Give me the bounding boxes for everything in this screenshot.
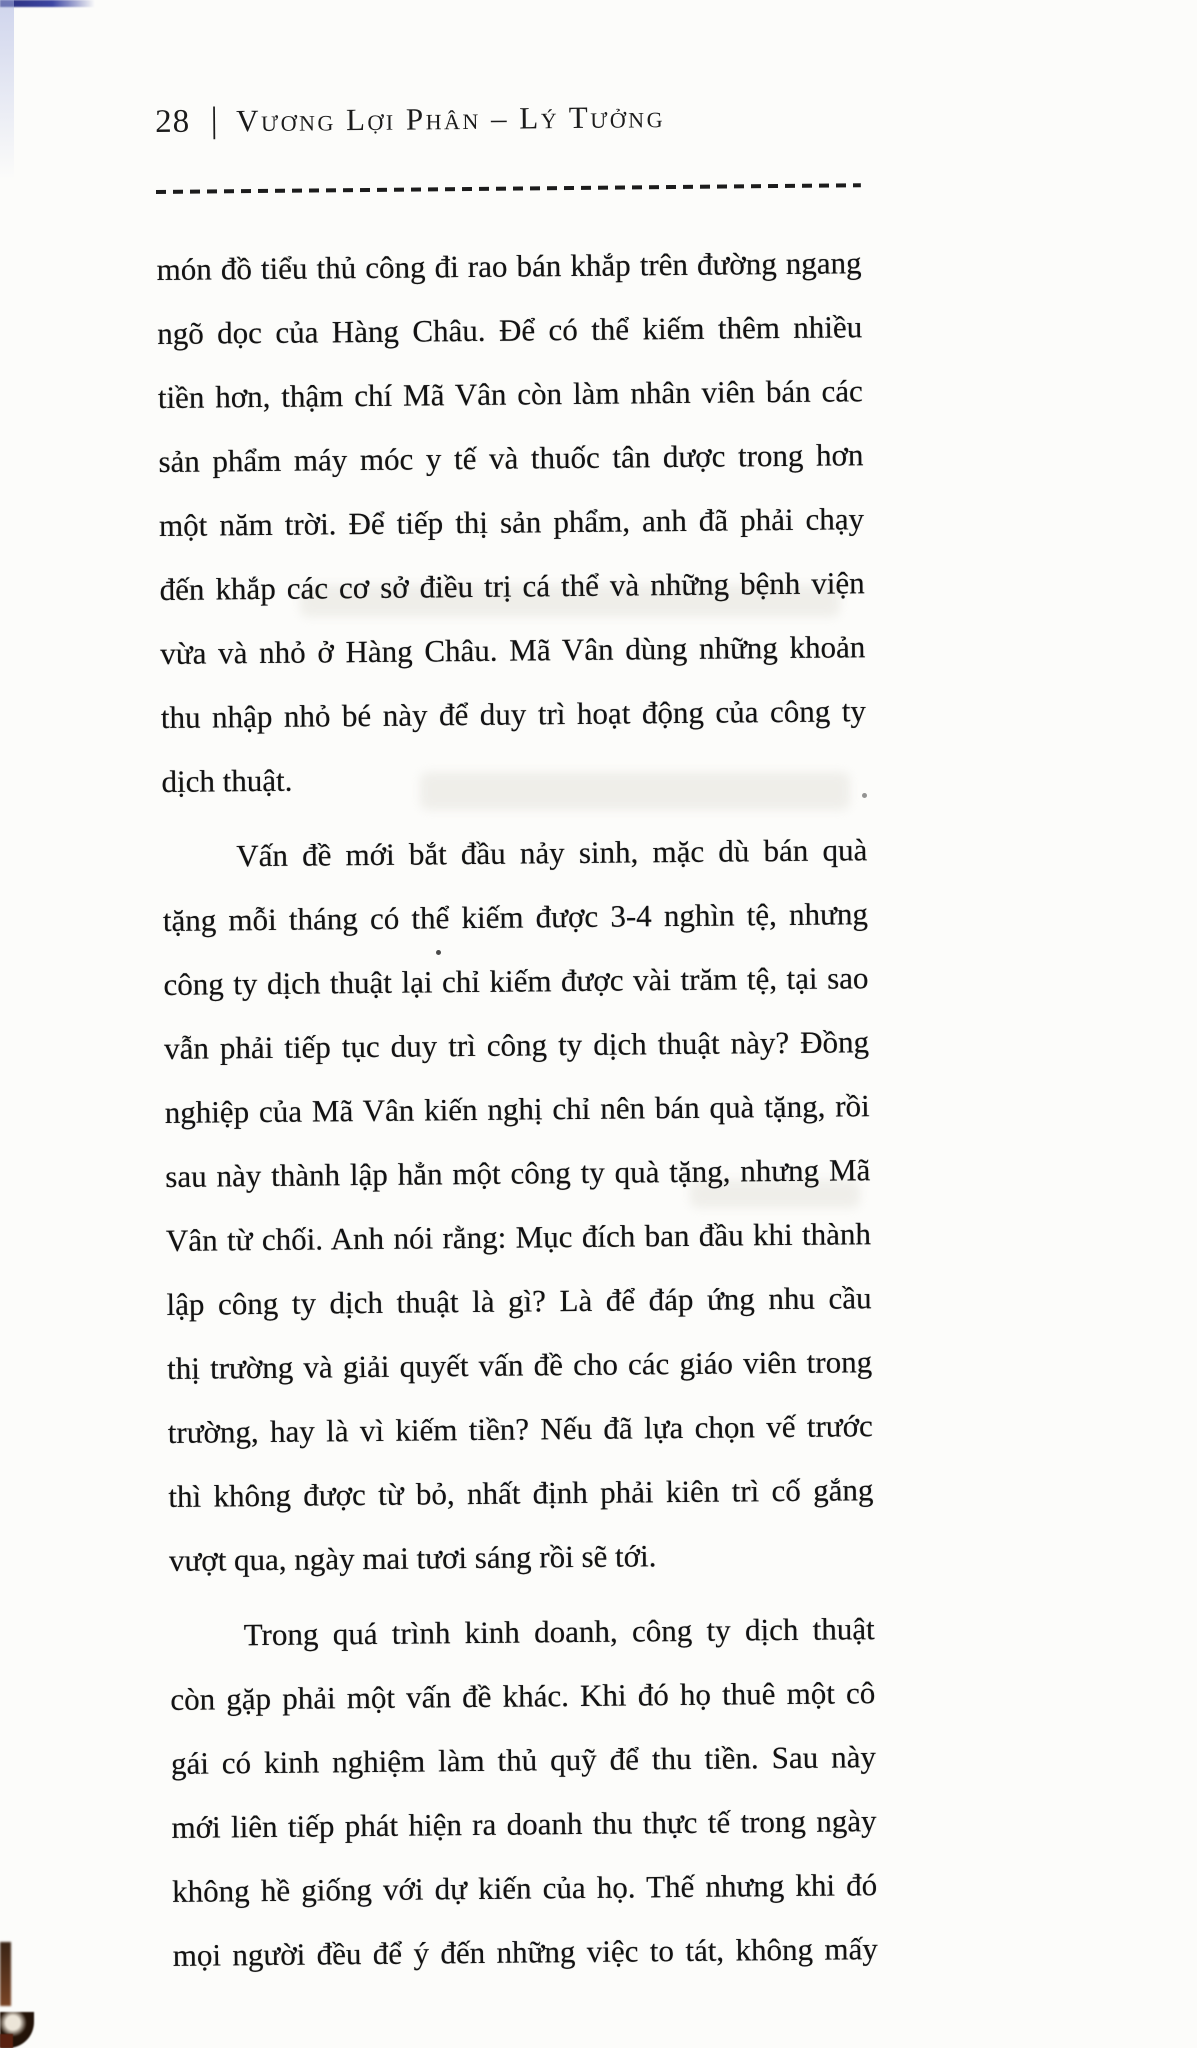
scan-artifact-bottom-left (0, 2034, 13, 2048)
text-line: tiền hơn, thậm chí Mã Vân còn làm nhân viên bán các (157, 372, 863, 415)
text-line: ngõ dọc của Hàng Châu. Để có thể kiếm thêm nhiều (157, 308, 863, 351)
scan-artifact-bottom-left (0, 1942, 11, 2006)
header-dashed-rule (156, 183, 861, 193)
page-number: 28 (155, 103, 191, 140)
page-header (155, 93, 860, 144)
body-text (156, 231, 878, 1988)
text-line: sản phẩm máy móc y tế và thuốc tân dược trong hơn (158, 436, 864, 479)
paragraph (156, 231, 866, 814)
paragraph (169, 1597, 878, 1988)
text-line: vừa và nhỏ ở Hàng Châu. Mã Vân dùng những khoản (160, 628, 866, 671)
text-line: đến khắp các cơ sở điều trị cá thể và những bệnh viện (159, 564, 865, 607)
text-line: vẫn phải tiếp tục duy trì công ty dịch thuật này? Đồng (163, 1023, 870, 1066)
text-line: tặng mỗi tháng có thể kiếm được 3-4 nghìn tệ, nhưng (162, 895, 869, 938)
text-line: Trong quá trình kinh doanh, công ty dịch thuật (243, 1610, 875, 1652)
text-line: mọi người đều để ý đến những việc to tát, không mấy (172, 1930, 878, 1973)
header-divider: | (211, 99, 218, 140)
text-line: thì không được từ bỏ, nhất định phải kiên trì cố gắng (168, 1471, 874, 1514)
text-line: mới liên tiếp phát hiện ra doanh thu thực tế trong ngày (171, 1802, 877, 1845)
page-content (155, 93, 878, 1987)
text-line: Vân từ chối. Anh nói rằng: Mục đích ban đầu khi thành (165, 1215, 872, 1258)
text-line: Vấn đề mới bắt đầu nảy sinh, mặc dù bán quà (236, 831, 868, 873)
running-title: Vương Lợi Phân – Lý Tưởng (235, 99, 666, 139)
text-line: trường, hay là vì kiếm tiền? Nếu đã lựa chọn vế trước (167, 1407, 873, 1450)
text-line: lập công ty dịch thuật là gì? Là để đáp ứng nhu cầu (166, 1279, 872, 1322)
text-line: không hề giống với dự kiến của họ. Thế nhưng khi đó (172, 1866, 878, 1909)
text-line: còn gặp phải một vấn đề khác. Khi đó họ thuê một cô (170, 1674, 876, 1717)
text-line: sau này thành lập hẳn một công ty quà tặng, nhưng Mã (165, 1151, 871, 1194)
paragraph (162, 818, 874, 1593)
scan-artifact-top-edge (0, 0, 95, 7)
text-line: nghiệp của Mã Vân kiến nghị chỉ nên bán quà tặng, rồi (164, 1087, 870, 1130)
text-line: thị trường và giải quyết vấn đề cho các giáo viên trong (167, 1343, 873, 1386)
text-line: món đồ tiểu thủ công đi rao bán khắp trên đường ngang (156, 244, 862, 287)
scan-artifact-left-tint (0, 0, 14, 180)
scan-speck (436, 950, 441, 955)
scan-speck (862, 793, 867, 798)
text-line: một năm trời. Để tiếp thị sản phẩm, anh đã phải chạy (158, 500, 865, 543)
text-line: dịch thuật. (161, 762, 293, 799)
text-line: vượt qua, ngày mai tươi sáng rồi sẽ tới. (168, 1537, 657, 1578)
text-line: gái có kinh nghiệm làm thủ quỹ để thu tiền. Sau này (170, 1738, 877, 1781)
text-line: công ty dịch thuật lại chỉ kiếm được vài trăm tệ, tại sao (163, 959, 869, 1002)
text-line: thu nhập nhỏ bé này để duy trì hoạt động của công ty (160, 692, 867, 735)
